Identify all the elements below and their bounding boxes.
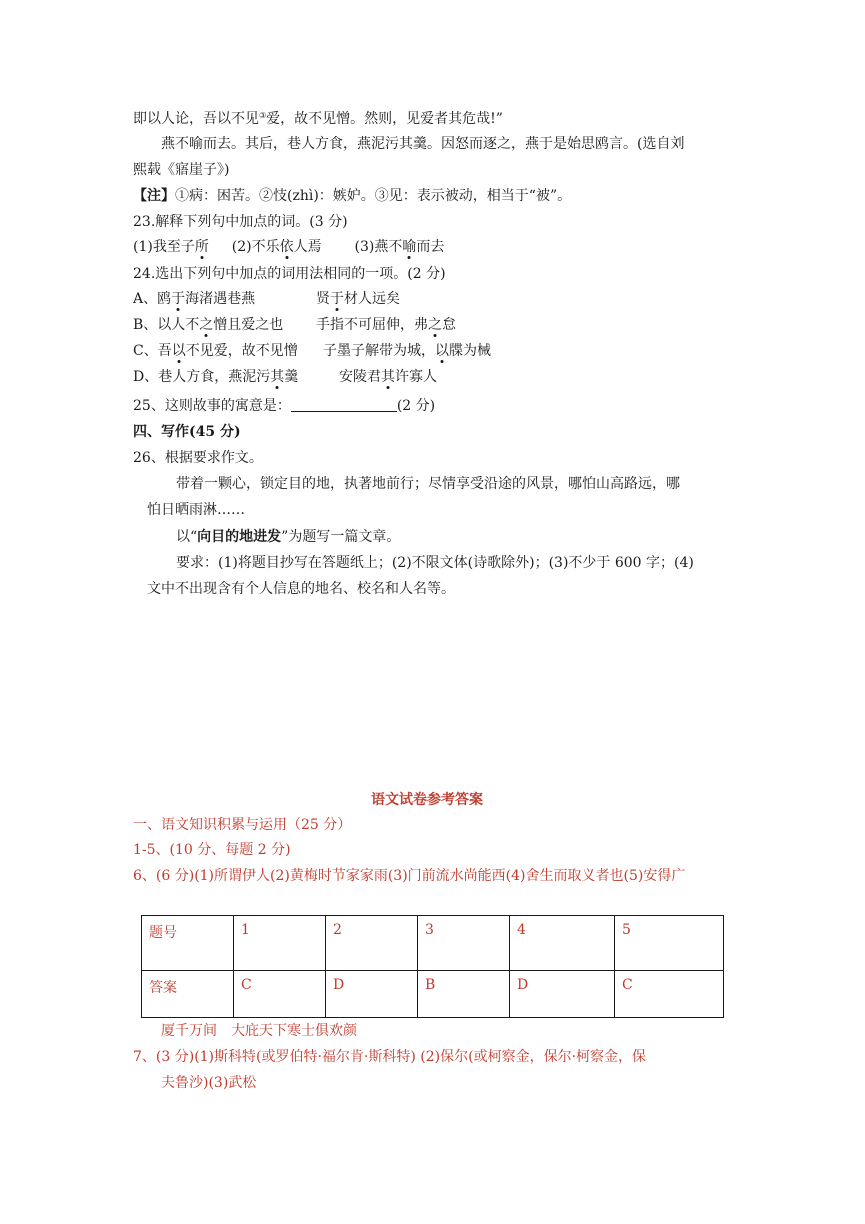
passage-line-1 [133, 106, 503, 129]
passage-text: 爱，故不见憎。然则，见爱者其危哉!” [266, 111, 503, 127]
option-text: A、鸥 [133, 291, 172, 307]
note-text: ①病：困苦。②忮(zhì)：嫉妒。③见：表示被动，相当于“被”。 [175, 188, 572, 204]
table-cell: 1 [234, 916, 326, 971]
prompt-line-1: 带着一颗心，锁定目的地，执著地前行；尽情享受沿途的风景，哪怕山高路远，哪 [176, 476, 680, 492]
dotted-word: 于 [330, 291, 344, 307]
dotted-word: 喻 [402, 239, 417, 255]
table-row [142, 916, 724, 971]
table-cell: 3 [418, 916, 510, 971]
prompt-title-line [176, 527, 400, 547]
dotted-word: 于 [171, 291, 186, 307]
option-b-left [133, 315, 283, 335]
answer-blank [291, 397, 397, 412]
option-text: 安陵君 [339, 369, 381, 385]
requirements-line-2: 文中不出现含有个人信息的地名、校名和人名等。 [147, 581, 455, 597]
option-text: 海渚遇巷燕 [185, 291, 256, 307]
option-text: 子墨子解带为城， [323, 343, 435, 359]
table-cell: C [615, 971, 724, 1018]
answers-q7-line-1: 7、(3 分)(1)斯科特(或罗伯特·福尔肯·斯科特) (2)保尔(或柯察金，保尔·柯察金，保 [133, 1049, 647, 1065]
question-23-items [133, 237, 444, 257]
prompt-line-2: 怕日晒雨淋…… [147, 502, 245, 518]
dotted-word: 之 [428, 317, 442, 333]
passage-line-3: 熙载《寤崖子》) [133, 162, 230, 178]
option-text: 贤 [316, 291, 330, 307]
option-d-left [133, 367, 298, 387]
table-cell: 2 [326, 916, 418, 971]
passage-text: 即以人论，吾以不见 [133, 111, 259, 127]
option-c-left [133, 341, 298, 361]
essay-title: 向目的地进发 [197, 529, 282, 545]
option-text: 羹 [284, 369, 299, 385]
option-a-left [133, 289, 255, 309]
dotted-word: 依 [279, 239, 294, 255]
option-text: D、巷人方食，燕泥污 [133, 369, 271, 385]
option-text: 不见爱，故不见憎 [185, 343, 298, 359]
section-4-heading: 四、写作(45 分) [133, 424, 241, 440]
answers-section-1: 一、语文知识积累与运用（25 分） [133, 817, 352, 833]
option-text: 手指不可屈伸，弗 [316, 317, 428, 333]
question-25-score: (2 分) [396, 398, 436, 414]
table-cell: 题号 [142, 916, 234, 971]
item-text: 而去 [416, 239, 445, 255]
option-text: 牒为械 [449, 343, 491, 359]
answers-q7-line-2: 夫鲁沙)(3)武松 [161, 1075, 257, 1091]
question-25 [133, 396, 435, 416]
requirements-line-1: 要求：(1)将题目抄写在答题纸上；(2)不限文体(诗歌除外)；(3)不少于 600 字；(4) [176, 555, 694, 571]
answer-table [141, 915, 724, 1018]
option-b-right [316, 315, 456, 335]
option-c-right [323, 341, 491, 361]
option-text: 憎且爱之也 [213, 317, 284, 333]
table-cell: 4 [510, 916, 615, 971]
dotted-word: 以 [435, 343, 449, 359]
dotted-word: 所 [194, 239, 209, 255]
item-text: 人焉 [293, 239, 322, 255]
dotted-word: 其 [270, 369, 285, 385]
option-text: 许寡人 [395, 369, 437, 385]
answers-q1-5: 1-5、(10 分、每题 2 分) [133, 842, 291, 858]
answers-title: 语文试卷参考答案 [371, 792, 483, 808]
question-23-stem: 23.解释下列句中加点的词。(3 分) [133, 214, 348, 230]
option-a-right [316, 289, 400, 309]
option-text: 怠 [442, 317, 456, 333]
dotted-word: 之 [199, 317, 214, 333]
table-cell: D [510, 971, 615, 1018]
option-text: 材人远矣 [344, 291, 400, 307]
footnote-marker: ③ [259, 111, 267, 120]
note-label: 【注】 [133, 188, 175, 204]
question-24-stem: 24.选出下列句中加点的词用法相同的一项。(2 分) [133, 266, 446, 282]
answers-q6-continued: 厦千万间 大庇天下寒士俱欢颜 [161, 1023, 357, 1039]
table-cell: D [326, 971, 418, 1018]
item-text: (1)我至子 [133, 239, 195, 255]
table-cell: B [418, 971, 510, 1018]
prompt-text: ”为题写一篇文章。 [281, 529, 401, 545]
question-25-stem: 25、这则故事的寓意是： [133, 398, 291, 414]
question-26: 26、根据要求作文。 [133, 450, 263, 466]
option-d-right [339, 367, 437, 387]
passage-line-2: 燕不喻而去。其后，巷人方食，燕泥污其羹。因怒而逐之，燕于是始思鸥言。(选自刘 [161, 136, 685, 152]
table-cell: C [234, 971, 326, 1018]
dotted-word: 以 [171, 343, 186, 359]
option-text: B、以人不 [133, 317, 200, 333]
dotted-word: 其 [381, 369, 395, 385]
note-line [133, 186, 571, 206]
item-text: (2)不乐 [231, 239, 280, 255]
table-row [142, 971, 724, 1018]
prompt-text: 以“ [176, 529, 198, 545]
table-cell: 5 [615, 916, 724, 971]
table-cell: 答案 [142, 971, 234, 1018]
option-text: C、吾 [133, 343, 172, 359]
item-text: (3)燕不 [354, 239, 403, 255]
answers-q6: 6、(6 分)(1)所谓伊人(2)黄梅时节家家雨(3)门前流水尚能西(4)舍生而取义者也(5)安得广 [133, 868, 686, 884]
